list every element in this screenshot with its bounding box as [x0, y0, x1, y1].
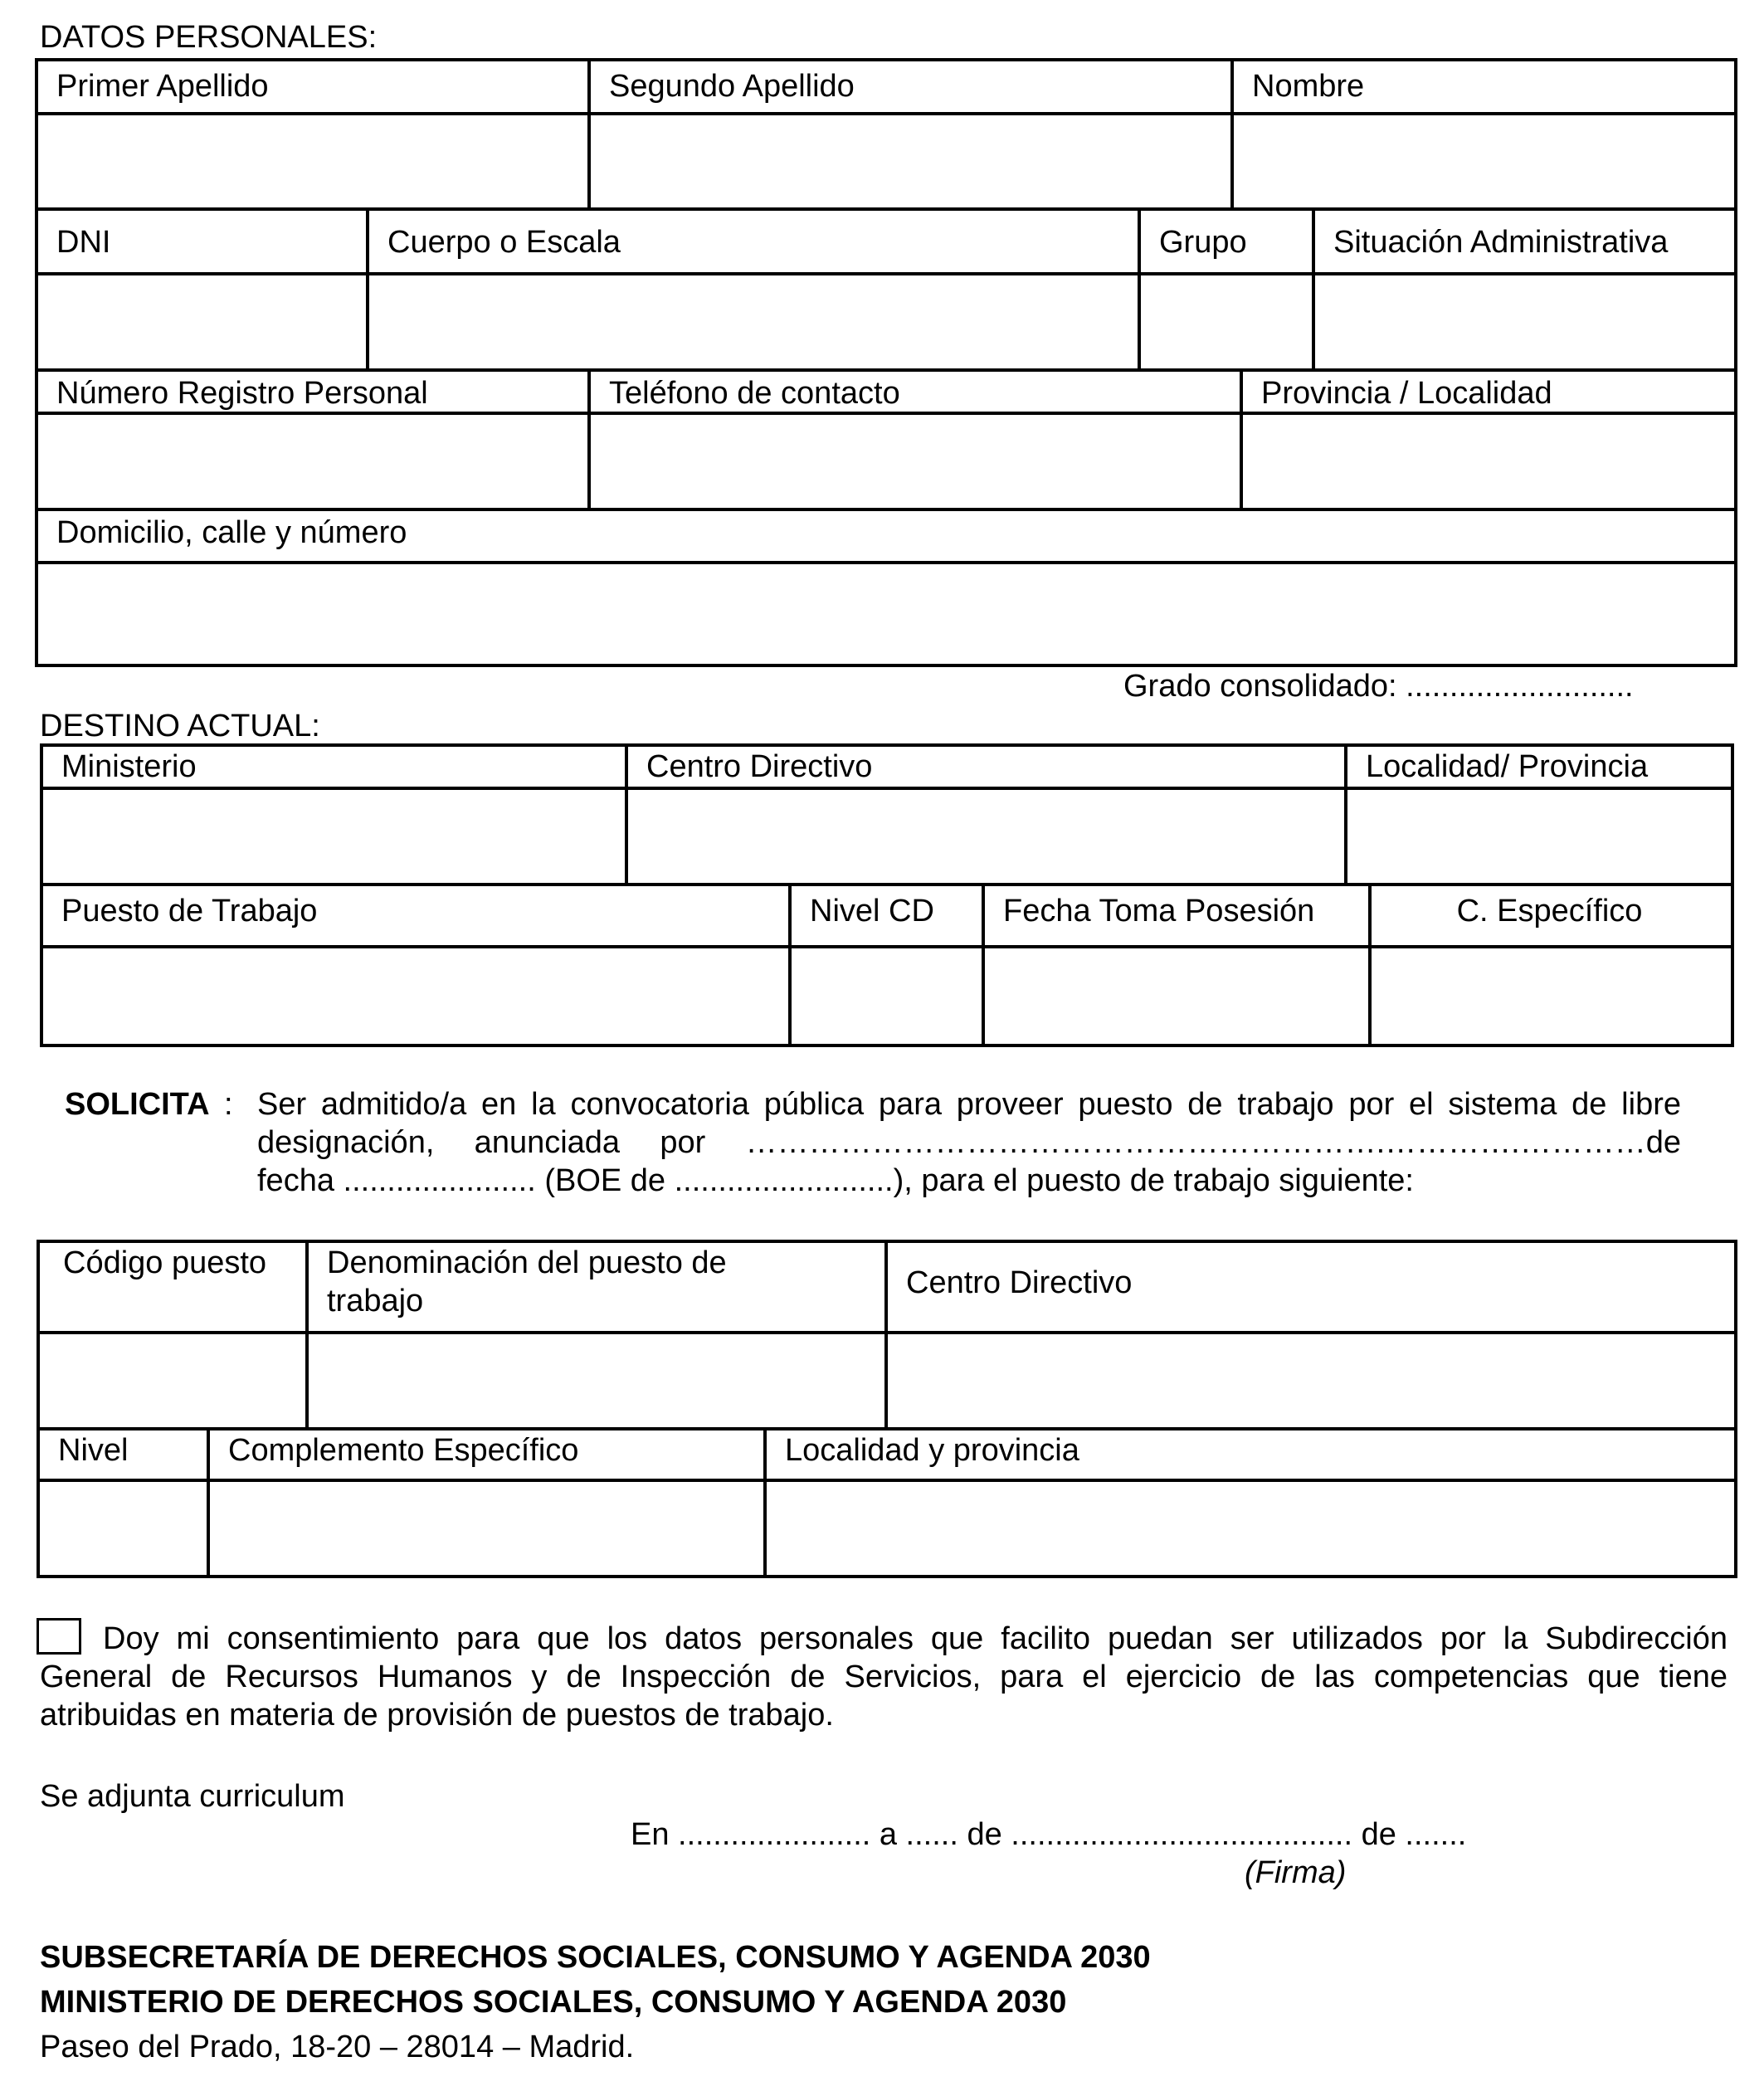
label-puesto-trabajo: Puesto de Trabajo: [61, 894, 318, 928]
grado-consolidado: Grado consolidado: ..........................: [1123, 669, 1634, 704]
label-primer-apellido: Primer Apellido: [56, 69, 269, 104]
consent-text-line-2: General de Recursos Humanos y de Inspección de Servicios, para el ejercicio de las competencias que tiene: [40, 1660, 1727, 1694]
divider: [35, 368, 1734, 372]
label-denominacion-line-1: Denominación del puesto de: [327, 1245, 727, 1280]
label-nivel: Nivel: [58, 1433, 129, 1468]
field-centro-directivo-puesto[interactable]: [888, 1334, 1731, 1427]
label-nivel-cd: Nivel CD: [810, 894, 934, 928]
field-provincia-localidad[interactable]: [1243, 415, 1731, 508]
field-fecha-toma-posesion[interactable]: [985, 948, 1368, 1041]
label-dni: DNI: [56, 225, 111, 260]
field-nivel-cd[interactable]: [792, 948, 982, 1041]
field-ministerio[interactable]: [43, 790, 625, 883]
solicita-text-line-3: fecha ...................... (BOE de .........................), para el puesto de trabajo siguiente:: [257, 1163, 1414, 1198]
field-localidad-y-provincia[interactable]: [767, 1482, 1731, 1572]
field-localidad-provincia[interactable]: [1347, 790, 1727, 883]
field-situacion-administrativa[interactable]: [1315, 275, 1731, 368]
field-c-especifico[interactable]: [1372, 948, 1727, 1041]
label-situacion-administrativa: Situación Administrativa: [1333, 225, 1669, 260]
firma-label: (Firma): [1245, 1855, 1347, 1890]
divider: [1312, 207, 1315, 274]
footer-subsecretaria: SUBSECRETARÍA DE DERECHOS SOCIALES, CONSUMO Y AGENDA 2030: [40, 1940, 1151, 1975]
field-puesto-trabajo[interactable]: [43, 948, 788, 1041]
label-numero-registro-personal: Número Registro Personal: [56, 376, 428, 411]
label-provincia-localidad: Provincia / Localidad: [1261, 376, 1552, 411]
label-centro-directivo-puesto: Centro Directivo: [906, 1265, 1133, 1300]
field-dni[interactable]: [38, 275, 366, 368]
label-codigo-puesto: Código puesto: [63, 1245, 267, 1280]
label-telefono-contacto: Teléfono de contacto: [609, 376, 900, 411]
divider: [40, 883, 1731, 886]
field-complemento-especifico[interactable]: [210, 1482, 763, 1572]
divider: [366, 207, 369, 274]
field-nivel[interactable]: [40, 1482, 207, 1572]
solicita-text-line-2: designación, anunciada por …………………………………………………….………….…………de: [257, 1125, 1681, 1160]
field-domicilio[interactable]: [38, 564, 1731, 660]
field-numero-registro-personal[interactable]: [38, 415, 587, 508]
label-complemento-especifico: Complemento Específico: [228, 1433, 579, 1468]
lugar-fecha: En ...................... a ...... de ....................................... de .......: [631, 1817, 1467, 1852]
label-localidad-y-provincia: Localidad y provincia: [785, 1433, 1079, 1468]
field-centro-directivo[interactable]: [628, 790, 1344, 883]
consent-checkbox[interactable]: [37, 1618, 81, 1655]
field-cuerpo-escala[interactable]: [369, 275, 1138, 368]
label-grupo: Grupo: [1159, 225, 1247, 260]
curriculum-note: Se adjunta curriculum: [40, 1779, 345, 1814]
field-telefono-contacto[interactable]: [591, 415, 1240, 508]
label-denominacion-line-2: trabajo: [327, 1284, 424, 1318]
label-fecha-toma-posesion: Fecha Toma Posesión: [1003, 894, 1315, 928]
footer-direccion: Paseo del Prado, 18-20 – 28014 – Madrid.: [40, 2030, 635, 2064]
consent-text-line-3: atribuidas en materia de provisión de puestos de trabajo.: [40, 1698, 834, 1733]
divider: [35, 508, 1734, 511]
field-denominacion[interactable]: [309, 1334, 884, 1427]
field-primer-apellido[interactable]: [38, 115, 587, 207]
label-cuerpo-escala: Cuerpo o Escala: [387, 225, 621, 260]
section-heading-destino: DESTINO ACTUAL:: [40, 709, 320, 743]
solicita-text-line-1: Ser admitido/a en la convocatoria pública para proveer puesto de trabajo por el sistema de libre: [257, 1087, 1681, 1122]
solicita-colon: :: [224, 1087, 233, 1122]
divider: [1138, 207, 1141, 274]
section-heading-personal: DATOS PERSONALES:: [40, 20, 378, 55]
consent-text-line-1: Doy mi consentimiento para que los datos personales que facilito puedan ser utilizados por la Subdirección: [103, 1621, 1727, 1656]
field-codigo-puesto[interactable]: [40, 1334, 305, 1427]
field-nombre[interactable]: [1234, 115, 1731, 207]
field-segundo-apellido[interactable]: [591, 115, 1230, 207]
solicita-label: SOLICITA: [65, 1087, 210, 1122]
label-ministerio: Ministerio: [61, 749, 197, 784]
label-centro-directivo: Centro Directivo: [646, 749, 873, 784]
footer-ministerio: MINISTERIO DE DERECHOS SOCIALES, CONSUMO Y AGENDA 2030: [40, 1985, 1067, 2020]
label-domicilio: Domicilio, calle y número: [56, 515, 407, 550]
label-localidad-provincia: Localidad/ Provincia: [1366, 749, 1649, 784]
label-nombre: Nombre: [1252, 69, 1365, 104]
label-segundo-apellido: Segundo Apellido: [609, 69, 855, 104]
divider: [35, 207, 1734, 211]
label-c-especifico: C. Específico: [1456, 894, 1643, 928]
field-grupo[interactable]: [1141, 275, 1312, 368]
